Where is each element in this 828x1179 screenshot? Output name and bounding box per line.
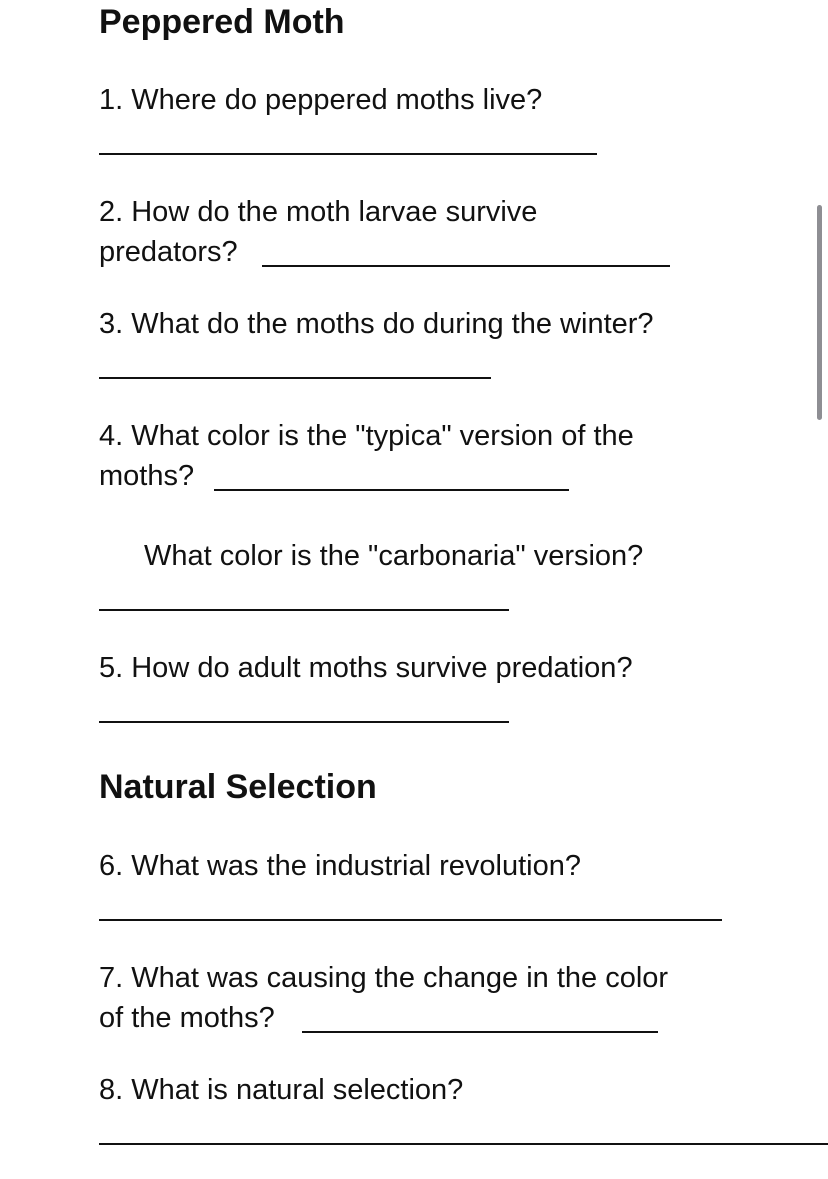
question-7: 7. What was causing the change in the color (99, 962, 669, 994)
question-4-continued: moths? (99, 460, 195, 492)
question-7-continued: of the moths? (99, 1002, 275, 1034)
question-6: 6. What was the industrial revolution? (99, 850, 581, 882)
answer-blank-2[interactable] (262, 265, 670, 267)
answer-blank-6[interactable] (99, 919, 722, 921)
question-2: 2. How do the moth larvae survive (99, 196, 538, 228)
answer-blank-8[interactable] (99, 1143, 828, 1145)
question-4b: What color is the "carbonaria" version? (144, 540, 644, 572)
question-8: 8. What is natural selection? (99, 1074, 464, 1106)
answer-blank-4b[interactable] (99, 609, 509, 611)
answer-blank-1[interactable] (99, 153, 597, 155)
answer-blank-5[interactable] (99, 721, 509, 723)
vertical-scrollbar[interactable] (817, 205, 822, 420)
answer-blank-7[interactable] (302, 1031, 658, 1033)
section-heading-natural-selection: Natural Selection (99, 768, 377, 806)
section-heading-peppered-moth: Peppered Moth (99, 3, 345, 41)
answer-blank-3[interactable] (99, 377, 491, 379)
question-3: 3. What do the moths do during the winter? (99, 308, 654, 340)
question-1: 1. Where do peppered moths live? (99, 84, 543, 116)
answer-blank-4[interactable] (214, 489, 569, 491)
question-4: 4. What color is the "typica" version of the (99, 420, 634, 452)
question-5: 5. How do adult moths survive predation? (99, 652, 633, 684)
question-2-continued: predators? (99, 236, 238, 268)
